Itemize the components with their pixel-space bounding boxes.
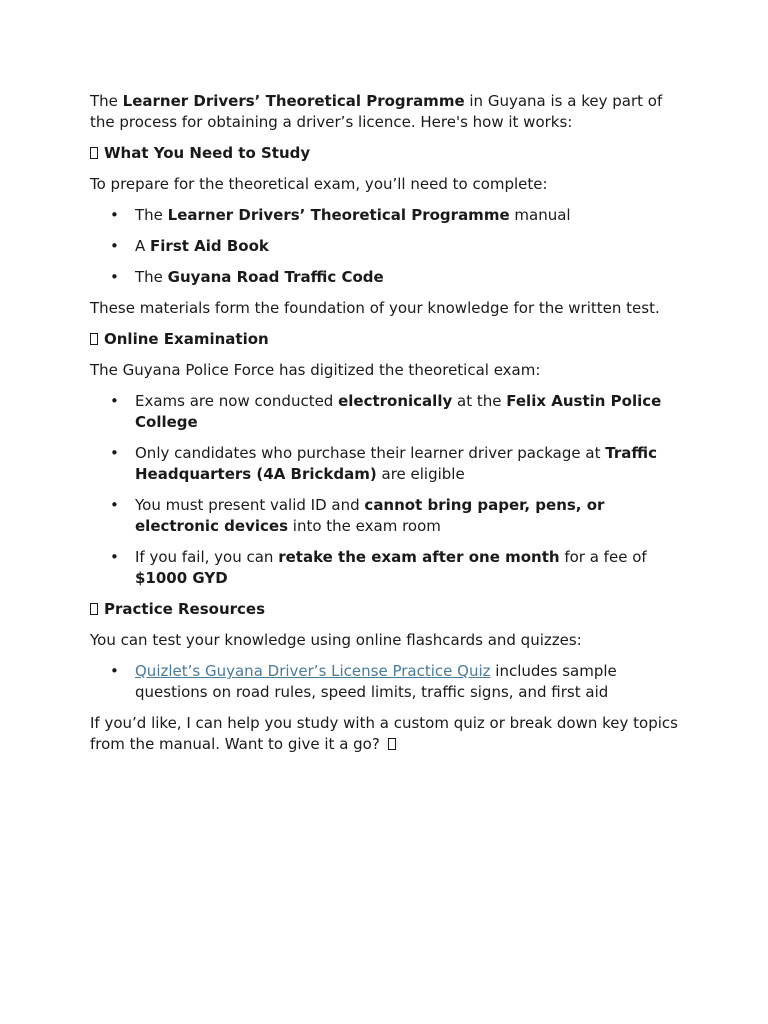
exam-heading-text: Online Examination <box>104 330 269 348</box>
list-item-text: Only candidates who purchase their learner driver package at <box>135 444 606 462</box>
closing-text: If you’d like, I can help you study with a custom quiz or break down key topics from the manual. Want to give it a go? <box>90 714 678 753</box>
list-item <box>90 205 690 226</box>
list-item-bold: cannot bring paper, pens, or electronic devices <box>135 496 605 535</box>
list-item <box>90 495 690 537</box>
list-item-text: for a fee of <box>559 548 647 566</box>
list-item-bold: electronically <box>338 392 453 410</box>
list-item-text: A <box>135 237 151 255</box>
exam-heading <box>90 329 690 350</box>
study-list <box>90 205 690 288</box>
closing-paragraph <box>90 713 690 755</box>
list-item-bold: Guyana Road Traffic Code <box>167 268 384 286</box>
document-body <box>90 91 690 765</box>
computer-icon <box>90 333 98 345</box>
books-icon <box>90 147 98 159</box>
list-item <box>90 391 690 433</box>
intro-lead-text: The <box>90 92 123 110</box>
practice-heading-text: Practice Resources <box>104 600 266 618</box>
quizlet-link[interactable]: Quizlet’s Guyana Driver’s License Practice Quiz <box>135 662 491 680</box>
list-item-text: The <box>135 206 168 224</box>
exam-intro: The Guyana Police Force has digitized the theoretical exam: <box>90 361 541 379</box>
list-item-text: manual <box>509 206 571 224</box>
practice-list <box>90 661 690 703</box>
study-heading-text: What You Need to Study <box>104 144 311 162</box>
list-item-bold: First Aid Book <box>150 237 269 255</box>
study-outro: These materials form the foundation of your knowledge for the written test. <box>90 299 660 317</box>
list-item-text: The <box>135 268 168 286</box>
pencil-icon <box>90 603 98 615</box>
practice-heading <box>90 599 690 620</box>
list-item-text: If you fail, you can <box>135 548 279 566</box>
list-item-bold: retake the exam after one month <box>278 548 560 566</box>
list-item <box>90 547 690 589</box>
list-item-text: into the exam room <box>288 517 441 535</box>
list-item-bold: Learner Drivers’ Theoretical Programme <box>167 206 510 224</box>
practice-intro: You can test your knowledge using online flashcards and quizzes: <box>90 631 582 649</box>
list-item-bold: Traffic Headquarters (4A Brickdam) <box>135 444 657 483</box>
intro-rest-text: in Guyana is a key part of the process for obtaining a driver’s licence. Here's how it works: <box>90 92 663 131</box>
list-item <box>90 443 690 485</box>
list-item-text: You must present valid ID and <box>135 496 365 514</box>
study-intro: To prepare for the theoretical exam, you’ll need to complete: <box>90 175 548 193</box>
exam-list <box>90 391 690 589</box>
list-item-text: includes sample questions on road rules, speed limits, traffic signs, and first aid <box>135 662 617 701</box>
list-item <box>90 661 690 703</box>
list-item-bold: Felix Austin Police College <box>135 392 662 431</box>
list-item-text: at the <box>452 392 507 410</box>
list-item <box>90 236 690 257</box>
intro-paragraph <box>90 91 690 133</box>
intro-programme-name: Learner Drivers’ Theoretical Programme <box>122 92 465 110</box>
smile-icon <box>388 738 396 750</box>
list-item-bold: $1000 GYD <box>135 569 228 587</box>
study-heading <box>90 143 690 164</box>
list-item <box>90 267 690 288</box>
list-item-text: Exams are now conducted <box>135 392 339 410</box>
list-item-text: are eligible <box>376 465 465 483</box>
